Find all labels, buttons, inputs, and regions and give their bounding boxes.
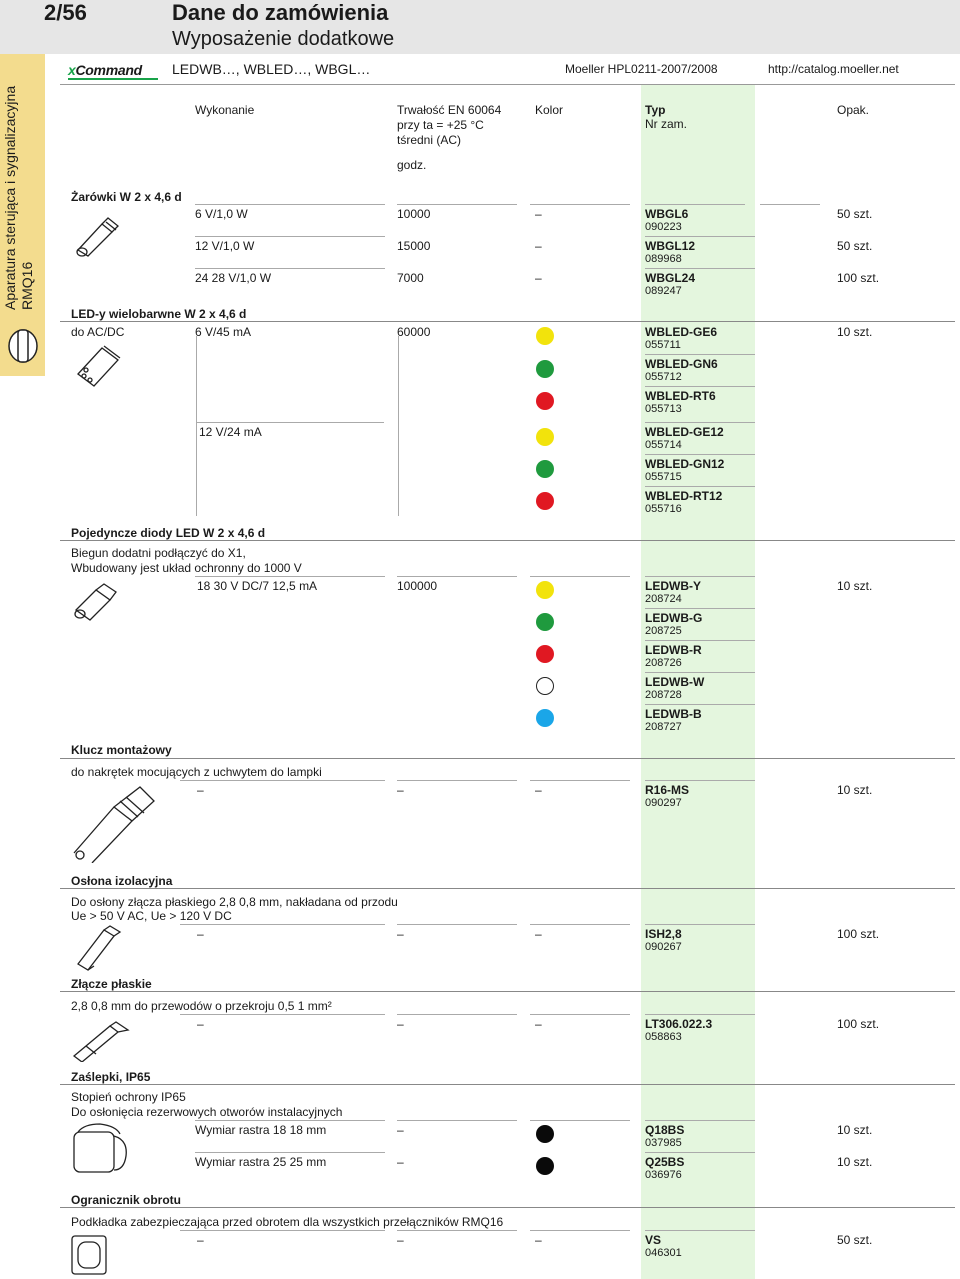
section-divider (60, 540, 955, 541)
col-header-kolor: Kolor (535, 103, 564, 117)
row-divider (530, 780, 630, 781)
row-divider (397, 924, 517, 925)
diody-nr-5: 208727 (645, 721, 682, 733)
led-color-dot (536, 360, 554, 378)
row-divider (645, 640, 755, 641)
led-typ-4: WBLED-GE12 (645, 425, 724, 439)
row-divider (180, 1230, 385, 1231)
row-divider (195, 204, 385, 205)
row-divider (397, 1230, 517, 1231)
zarowki-opak-1: 50 szt. (837, 207, 873, 221)
diody-nr-2: 208725 (645, 625, 682, 637)
zarowki-kol-1: – (535, 207, 542, 221)
row-divider (645, 422, 755, 423)
side-tab-line1: Aparatura sterująca i sygnalizacyjna (2, 85, 18, 310)
zaslepki-trw-1: – (397, 1123, 404, 1137)
led-wyk-1: 6 V/45 mA (195, 325, 252, 339)
led-nr-6: 055716 (645, 503, 682, 515)
led-nr-4: 055714 (645, 439, 682, 451)
row-divider (180, 780, 385, 781)
klucz-nr: 090297 (645, 797, 682, 809)
row-divider (645, 576, 755, 577)
row-divider (180, 924, 385, 925)
row-divider (645, 1120, 755, 1121)
zarowki-kol-2: – (535, 239, 542, 253)
zlacze-desc: 2,8 0,8 mm do przewodów o przekroju 0,5 1 mm² (71, 999, 332, 1013)
led-desc: do AC/DC (71, 325, 125, 339)
row-divider (196, 422, 384, 423)
zarowki-nr-3: 089247 (645, 285, 682, 297)
klucz-trw: – (397, 783, 404, 797)
led-color-dot (536, 428, 554, 446)
led-nr-1: 055711 (645, 339, 681, 351)
side-tab-label (2, 60, 36, 310)
zaslepki-trw-2: – (397, 1155, 404, 1169)
row-divider (645, 924, 755, 925)
row-divider (530, 1014, 630, 1015)
section-title-zaslepki: Zaślepki, IP65 (71, 1070, 151, 1084)
led-color-dot (536, 460, 554, 478)
zaslepki-desc-2: Do osłonięcia rezerwowych otworów instalacyjnych (71, 1105, 343, 1119)
zarowki-trw-1: 10000 (397, 207, 431, 221)
led-typ-5: WBLED-GN12 (645, 457, 725, 471)
diody-typ-5: LEDWB-B (645, 707, 702, 721)
zarowki-typ-3: WBGL24 (645, 271, 696, 285)
row-divider (530, 576, 630, 577)
row-divider (397, 576, 517, 577)
col-header-opak: Opak. (837, 103, 870, 117)
diody-nr-4: 208728 (645, 689, 682, 701)
led-typ-6: WBLED-RT12 (645, 489, 723, 503)
zaslepki-opak-2: 10 szt. (837, 1155, 873, 1169)
klucz-desc: do nakrętek mocujących z uchwytem do lampki (71, 765, 322, 779)
product-series-title: LEDWB…, WBLED…, WBGL… (172, 61, 371, 77)
section-title-diody: Pojedyncze diody LED W 2 x 4,6 d (71, 526, 266, 540)
led-nr-3: 055713 (645, 403, 682, 415)
rotary-switch-icon (6, 322, 40, 368)
catalog-reference: Moeller HPL0211-2007/2008 (565, 62, 718, 76)
oslona-opak: 100 szt. (837, 927, 880, 941)
oslona-desc-1: Do osłony złącza płaskiego 2,8 0,8 mm, nakładana od przodu (71, 895, 398, 909)
section-title-klucz: Klucz montażowy (71, 743, 172, 757)
led-color-dot (536, 327, 554, 345)
diody-desc-1: Biegun dodatni podłączyć do X1, (71, 546, 246, 560)
led-diode-icon (72, 580, 122, 622)
page-subtitle: Wyposażenie dodatkowe (172, 28, 395, 50)
flat-connector-icon (72, 1020, 132, 1062)
xcommand-logo: xCommand (68, 62, 142, 78)
zarowki-nr-1: 090223 (645, 221, 682, 233)
row-divider (397, 1120, 517, 1121)
oslona-kol: – (535, 927, 542, 941)
row-divider (195, 1152, 385, 1153)
led-nr-5: 055715 (645, 471, 682, 483)
logo-underline (68, 78, 158, 80)
row-divider (645, 1014, 755, 1015)
row-divider (645, 608, 755, 609)
diody-typ-2: LEDWB-G (645, 611, 703, 625)
oslona-trw: – (397, 927, 404, 941)
row-divider (397, 780, 517, 781)
zarowki-kol-3: – (535, 271, 542, 285)
bulb-icon (72, 212, 122, 257)
klucz-typ: R16-MS (645, 783, 690, 797)
diody-desc-2: Wbudowany jest układ ochronny do 1000 V (71, 561, 302, 575)
section-title-zlacze: Złącze płaskie (71, 977, 152, 991)
col-header-nrzam: Nr zam. (645, 117, 687, 131)
zarowki-typ-2: WBGL12 (645, 239, 696, 253)
zarowki-wyk-2: 12 V/1,0 W (195, 239, 255, 253)
row-divider (645, 486, 755, 487)
row-divider (645, 236, 755, 237)
zlacze-opak: 100 szt. (837, 1017, 880, 1031)
section-divider (60, 1084, 955, 1085)
diody-trw: 100000 (397, 579, 438, 593)
zaslepki-typ-2: Q25BS (645, 1155, 685, 1169)
led-trw: 60000 (397, 325, 431, 339)
row-divider (645, 454, 755, 455)
ogranicznik-nr: 046301 (645, 1247, 682, 1259)
zarowki-opak-2: 50 szt. (837, 239, 873, 253)
led-nr-2: 055712 (645, 371, 682, 383)
row-divider (195, 576, 385, 577)
section-title-ogranicznik: Ogranicznik obrotu (71, 1193, 182, 1207)
black-dot (536, 1125, 554, 1143)
diode-color-dot (536, 709, 554, 727)
ogranicznik-desc: Podkładka zabezpieczająca przed obrotem dla wszystkich przełączników RMQ16 (71, 1215, 504, 1229)
row-divider (397, 1014, 517, 1015)
row-divider (645, 672, 755, 673)
diode-color-dot (536, 677, 554, 695)
section-divider (60, 991, 955, 992)
row-divider (760, 204, 820, 205)
led-typ-1: WBLED-GE6 (645, 325, 717, 339)
led-typ-3: WBLED-RT6 (645, 389, 716, 403)
zarowki-wyk-1: 6 V/1,0 W (195, 207, 248, 221)
section-divider (60, 1207, 955, 1208)
ogranicznik-opak: 50 szt. (837, 1233, 873, 1247)
row-divider (645, 386, 755, 387)
row-divider (180, 1014, 385, 1015)
zlacze-nr: 058863 (645, 1031, 682, 1043)
section-divider (60, 758, 955, 759)
led-typ-2: WBLED-GN6 (645, 357, 718, 371)
diode-color-dot (536, 645, 554, 663)
section-divider (60, 888, 955, 889)
diody-typ-1: LEDWB-Y (645, 579, 701, 593)
klucz-kol: – (535, 783, 542, 797)
led-bulb-icon (74, 340, 124, 388)
diody-typ-4: LEDWB-W (645, 675, 705, 689)
led-wyk-2: 12 V/24 mA (199, 425, 262, 439)
led-color-dot (536, 492, 554, 510)
zaslepki-desc-1: Stopień ochrony IP65 (71, 1090, 186, 1104)
zaslepki-nr-1: 037985 (645, 1137, 682, 1149)
row-divider (645, 204, 745, 205)
led-opak: 10 szt. (837, 325, 873, 339)
row-divider (645, 354, 755, 355)
row-divider (530, 924, 630, 925)
zaslepki-opak-1: 10 szt. (837, 1123, 873, 1137)
row-divider (645, 780, 755, 781)
row-divider (645, 704, 755, 705)
zaslepki-wyk-1: Wymiar rastra 18 18 mm (195, 1123, 327, 1137)
oslona-wyk: – (197, 927, 204, 941)
row-divider (195, 1120, 385, 1121)
section-divider (60, 321, 955, 322)
zlacze-kol: – (535, 1017, 542, 1031)
section-title-zarowki: Żarówki W 2 x 4,6 d (71, 190, 182, 204)
zaslepki-nr-2: 036976 (645, 1169, 682, 1181)
page-title: Dane do zamówienia (172, 0, 389, 25)
row-divider (530, 1120, 630, 1121)
zarowki-opak-3: 100 szt. (837, 271, 880, 285)
mounting-key-icon (70, 783, 160, 863)
oslona-nr: 090267 (645, 941, 682, 953)
row-divider (530, 1230, 630, 1231)
diody-typ-3: LEDWB-R (645, 643, 702, 657)
zarowki-typ-1: WBGL6 (645, 207, 689, 221)
zarowki-trw-3: 7000 (397, 271, 424, 285)
ogranicznik-kol: – (535, 1233, 542, 1247)
row-divider (645, 1152, 755, 1153)
rotation-limiter-icon (70, 1234, 110, 1276)
side-tab-line2: RMQ16 (19, 261, 35, 310)
black-dot (536, 1157, 554, 1175)
row-divider (645, 268, 755, 269)
catalog-url-link[interactable]: http://catalog.moeller.net (768, 62, 899, 76)
section-title-oslona: Osłona izolacyjna (71, 874, 173, 888)
zaslepki-wyk-2: Wymiar rastra 25 25 mm (195, 1155, 327, 1169)
diody-opak: 10 szt. (837, 579, 873, 593)
row-divider (397, 204, 517, 205)
led-vertical-bracket (398, 336, 399, 516)
section-title-led: LED-y wielobarwne W 2 x 4,6 d (71, 307, 247, 321)
header-divider (60, 84, 955, 85)
led-color-dot (536, 392, 554, 410)
header-bar (0, 0, 960, 54)
col-header-typ: Typ (645, 103, 666, 117)
col-header-wykonanie: Wykonanie (195, 103, 255, 117)
blanking-plug-icon (70, 1122, 132, 1180)
klucz-wyk: – (197, 783, 204, 797)
diody-nr-1: 208724 (645, 593, 682, 605)
ogranicznik-trw: – (397, 1233, 404, 1247)
oslona-desc-2: Ue > 50 V AC, Ue > 120 V DC (71, 909, 232, 923)
klucz-opak: 10 szt. (837, 783, 873, 797)
row-divider (645, 1230, 755, 1231)
zarowki-wyk-3: 24 28 V/1,0 W (195, 271, 272, 285)
zarowki-nr-2: 089968 (645, 253, 682, 265)
ogranicznik-wyk: – (197, 1233, 204, 1247)
oslona-typ: ISH2,8 (645, 927, 682, 941)
ogranicznik-typ: VS (645, 1233, 662, 1247)
zlacze-typ: LT306.022.3 (645, 1017, 713, 1031)
diode-color-dot (536, 613, 554, 631)
zlacze-wyk: – (197, 1017, 204, 1031)
diode-color-dot (536, 581, 554, 599)
led-vertical-bracket (196, 336, 197, 516)
zarowki-trw-2: 15000 (397, 239, 431, 253)
row-divider (530, 204, 630, 205)
row-divider (195, 268, 385, 269)
row-divider (195, 236, 385, 237)
page-number: 2/56 (44, 0, 87, 25)
insulating-cover-icon (74, 924, 124, 972)
col-header-trwalosc: Trwałość EN 60064 przy ta = +25 °C tśredni (AC) godz. (397, 103, 502, 172)
zaslepki-typ-1: Q18BS (645, 1123, 685, 1137)
diody-wyk: 18 30 V DC/7 12,5 mA (197, 579, 318, 593)
zlacze-trw: – (397, 1017, 404, 1031)
diody-nr-3: 208726 (645, 657, 682, 669)
